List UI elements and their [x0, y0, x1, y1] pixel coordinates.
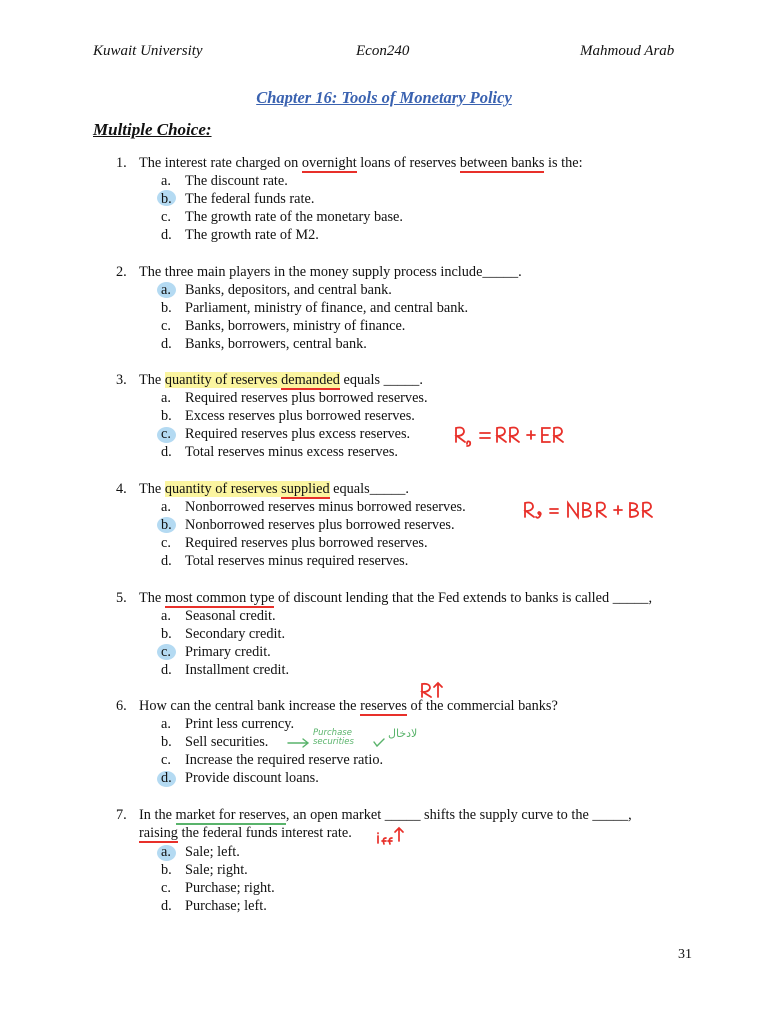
option-text: Nonborrowed reserves plus borrowed reserves.: [185, 517, 455, 533]
question-text: The most common type of discount lending that the Fed extends to banks is called _____,: [139, 590, 653, 606]
option-text: Banks, borrowers, central bank.: [185, 336, 367, 352]
option-letter: c.: [161, 752, 171, 768]
handwritten-iff-up: [375, 826, 405, 846]
option-letter: d.: [161, 444, 172, 460]
option-text: Required reserves plus borrowed reserves.: [185, 535, 428, 551]
option-text: Required reserves plus excess reserves.: [185, 426, 411, 442]
handwritten-formula-demand: [450, 420, 560, 450]
question-number: 5.: [116, 590, 127, 606]
option-letter: c.: [161, 318, 171, 334]
question-number: 1.: [116, 155, 127, 171]
option-letter: b.: [161, 408, 172, 424]
option-letter: a.: [161, 499, 171, 515]
chapter-title: Chapter 16: Tools of Monetary Policy: [256, 88, 512, 107]
question-number: 6.: [116, 698, 127, 714]
option-letter: c.: [161, 209, 171, 225]
option-letter: b.: [161, 300, 172, 316]
question-text: How can the central bank increase the reserves of the commercial banks?: [139, 698, 558, 714]
option-text: Sale; left.: [185, 844, 240, 860]
option-text: Seasonal credit.: [185, 608, 276, 624]
question-text: The three main players in the money supply process include_____.: [139, 264, 522, 280]
header-university: Kuwait University: [93, 43, 203, 59]
option-letter: d.: [161, 227, 172, 243]
option-text: Required reserves plus borrowed reserves.: [185, 390, 428, 406]
option-text: Sell securities.: [185, 734, 269, 750]
option-text: Primary credit.: [185, 644, 271, 660]
option-text: Purchase; right.: [185, 880, 275, 896]
option-letter: a.: [161, 716, 171, 732]
question-text-line-1: In the market for reserves, an open market _____ shifts the supply curve to the _____,: [139, 807, 632, 823]
option-text: Provide discount loans.: [185, 770, 319, 786]
handwritten-reserves-up: [419, 681, 445, 699]
option-text: The discount rate.: [185, 173, 288, 189]
section-title: Multiple Choice:: [93, 120, 212, 139]
option-text: Parliament, ministry of finance, and central bank.: [185, 300, 469, 316]
option-letter: b.: [161, 734, 172, 750]
option-letter: b.: [161, 626, 172, 642]
option-text: Increase the required reserve ratio.: [185, 752, 384, 768]
option-text: Total reserves minus required reserves.: [185, 553, 409, 569]
question-text-line-2: raising the federal funds interest rate.: [139, 825, 352, 841]
option-text: Sale; right.: [185, 862, 248, 878]
option-text: The growth rate of M2.: [185, 227, 319, 243]
option-text: Secondary credit.: [185, 626, 286, 642]
question-number: 4.: [116, 481, 127, 497]
header-course: Econ240: [356, 43, 410, 59]
question-number: 2.: [116, 264, 127, 280]
option-letter: a.: [161, 844, 171, 860]
option-text: Banks, borrowers, ministry of finance.: [185, 318, 406, 334]
question-text: The interest rate charged on overnight loans of reserves between banks is the:: [139, 155, 583, 171]
handwritten-formula-supply: [520, 497, 650, 525]
option-letter: a.: [161, 282, 171, 298]
option-text: Banks, depositors, and central bank.: [185, 282, 392, 298]
option-letter: a.: [161, 390, 171, 406]
page-number: 31: [678, 947, 692, 962]
option-letter: a.: [161, 608, 171, 624]
option-letter: c.: [161, 880, 171, 896]
option-letter: d.: [161, 336, 172, 352]
question-text: The quantity of reserves supplied equals_____.: [139, 481, 410, 497]
option-letter: d.: [161, 770, 172, 786]
option-letter: d.: [161, 662, 172, 678]
option-text: The growth rate of the monetary base.: [185, 209, 403, 225]
option-text: Purchase; left.: [185, 898, 267, 914]
green-check-icon: [373, 738, 385, 748]
option-letter: d.: [161, 553, 172, 569]
option-letter: c.: [161, 644, 171, 660]
option-text: Installment credit.: [185, 662, 290, 678]
question-number: 3.: [116, 372, 127, 388]
question-text: The quantity of reserves demanded equals _____.: [139, 372, 423, 388]
option-letter: b.: [161, 191, 172, 207]
option-text: Nonborrowed reserves minus borrowed reserves.: [185, 499, 466, 515]
option-text: Total reserves minus excess reserves.: [185, 444, 398, 460]
green-arrow-icon: [286, 738, 312, 748]
option-text: Excess reserves plus borrowed reserves.: [185, 408, 415, 424]
option-letter: c.: [161, 535, 171, 551]
option-letter: b.: [161, 517, 172, 533]
handwritten-arabic-note: لادخال: [388, 727, 418, 740]
option-letter: c.: [161, 426, 171, 442]
option-letter: b.: [161, 862, 172, 878]
option-text: Print less currency.: [185, 716, 295, 732]
option-letter: a.: [161, 173, 171, 189]
handwritten-purchase-securities: Purchase securities: [313, 728, 354, 747]
question-number: 7.: [116, 807, 127, 823]
option-text: The federal funds rate.: [185, 191, 315, 207]
header-author: Mahmoud Arab: [580, 43, 675, 59]
option-letter: d.: [161, 898, 172, 914]
